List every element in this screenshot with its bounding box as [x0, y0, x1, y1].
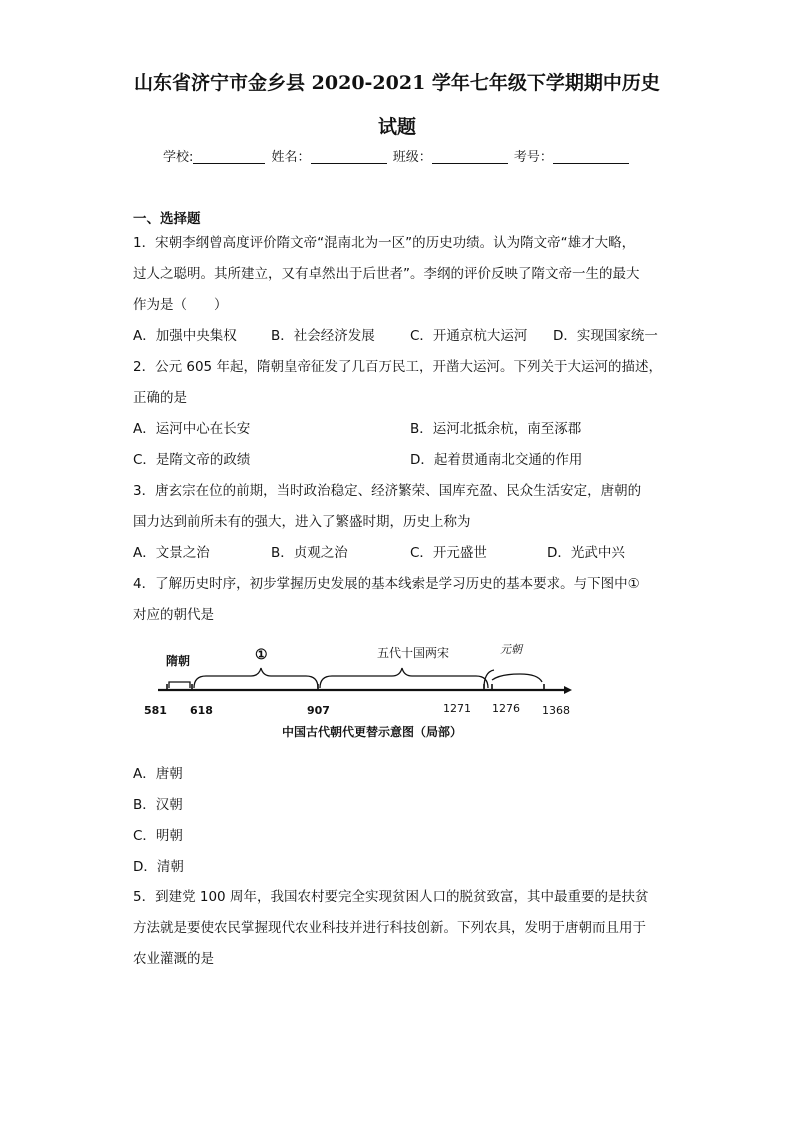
question-5-line: 农业灌溉的是 — [133, 951, 214, 967]
option-c[interactable]: C．是隋文帝的政绩 — [133, 452, 251, 468]
school-blank[interactable] — [193, 149, 265, 164]
label-circle-one: ① — [255, 647, 268, 663]
option-b[interactable]: B．社会经济发展 — [271, 328, 375, 344]
section-title: 一、选择题 — [133, 211, 201, 227]
year-618: 618 — [190, 704, 213, 717]
year-581: 581 — [144, 704, 167, 717]
option-a[interactable]: A．加强中央集权 — [133, 328, 237, 344]
question-4 — [133, 569, 673, 631]
option-d[interactable]: D．起着贯通南北交通的作用 — [410, 452, 583, 468]
option-b[interactable]: B．贞观之治 — [271, 545, 348, 561]
question-1-line: 1．宋朝李纲曾高度评价隋文帝“混南北为一区”的历史功绩。认为隋文帝“雄才大略， — [133, 235, 636, 251]
question-2-options-row2 — [133, 445, 673, 476]
figure-caption: 中国古代朝代更替示意图（局部） — [282, 725, 463, 739]
question-5-line: 5．到建党 100 周年，我国农村要完全实现贫困人口的脱贫致富，其中最重要的是扶贫 — [133, 889, 649, 905]
option-b[interactable]: B．汉朝 — [133, 797, 183, 813]
brace-circle-one — [194, 668, 318, 688]
question-4-line: 对应的朝代是 — [133, 607, 214, 623]
school-label: 学校: — [163, 150, 194, 165]
year-907: 907 — [307, 704, 330, 717]
year-1368: 1368 — [542, 704, 570, 717]
question-4-line: 4．了解历史时序，初步掌握历史发展的基本线索是学习历史的基本要求。与下图中① — [133, 576, 640, 592]
dynasty-timeline-figure — [140, 630, 580, 750]
option-a[interactable]: A．运河中心在长安 — [133, 421, 251, 437]
option-c[interactable]: C．开元盛世 — [410, 545, 487, 561]
brace-five-dynasties-song — [320, 668, 488, 688]
arrow-icon — [564, 686, 572, 694]
question-3 — [133, 476, 673, 538]
option-d[interactable]: D．实现国家统一 — [553, 328, 658, 344]
option-c[interactable]: C．明朝 — [133, 828, 183, 844]
option-a[interactable]: A．文景之治 — [133, 545, 210, 561]
question-1-line: 过人之聪明。其所建立，又有卓然出于后世者”。李纲的评价反映了隋文帝一生的最大 — [133, 266, 640, 282]
question-2 — [133, 352, 673, 414]
student-info-fields — [163, 146, 643, 165]
class-blank[interactable] — [432, 149, 508, 164]
label-five-dynasties-song: 五代十国两宋 — [377, 646, 450, 660]
question-5-line: 方法就是要使农民掌握现代农业科技并进行科技创新。下列农具，发明于唐朝而且用于 — [133, 920, 646, 936]
question-1-line: 作为是（ ） — [133, 297, 228, 313]
option-d[interactable]: D．清朝 — [133, 859, 184, 875]
question-3-line: 3．唐玄宗在位的前期，当时政治稳定、经济繁荣、国库充盈、民众生活安定，唐朝的 — [133, 483, 642, 499]
option-b[interactable]: B．运河北抵余杭，南至涿郡 — [410, 421, 582, 437]
period-braces — [169, 668, 542, 688]
exam-number-blank[interactable] — [553, 149, 629, 164]
brace-yuan — [492, 674, 542, 682]
label-sui: 隋朝 — [166, 654, 191, 668]
exam-title-line2: 试题 — [377, 116, 416, 138]
label-yuan: 元朝 — [500, 643, 522, 656]
exam-number-label: 考号： — [513, 150, 553, 165]
question-2-options-row1 — [133, 414, 673, 445]
exam-title-line1: 山东省济宁市金乡县 2020-2021 学年七年级下学期期中历史 — [134, 72, 660, 94]
question-5 — [133, 882, 673, 975]
name-label: 姓名： — [271, 150, 311, 165]
year-1271: 1271 — [443, 702, 471, 715]
question-2-line: 2．公元 605 年起，隋朝皇帝征发了几百万民工，开凿大运河。下列关于大运河的描述， — [133, 359, 662, 375]
class-label: 班级： — [392, 150, 432, 165]
brace-sui — [169, 682, 190, 688]
question-3-options — [133, 538, 673, 569]
question-2-line: 正确的是 — [133, 390, 187, 406]
option-a[interactable]: A．唐朝 — [133, 766, 183, 782]
name-blank[interactable] — [311, 149, 387, 164]
question-1 — [133, 228, 673, 321]
question-1-options — [133, 321, 673, 352]
option-c[interactable]: C．开通京杭大运河 — [410, 328, 528, 344]
option-d[interactable]: D．光武中兴 — [547, 545, 625, 561]
year-1276: 1276 — [492, 702, 520, 715]
question-3-line: 国力达到前所未有的强大，进入了繁盛时期，历史上称为 — [133, 514, 471, 530]
